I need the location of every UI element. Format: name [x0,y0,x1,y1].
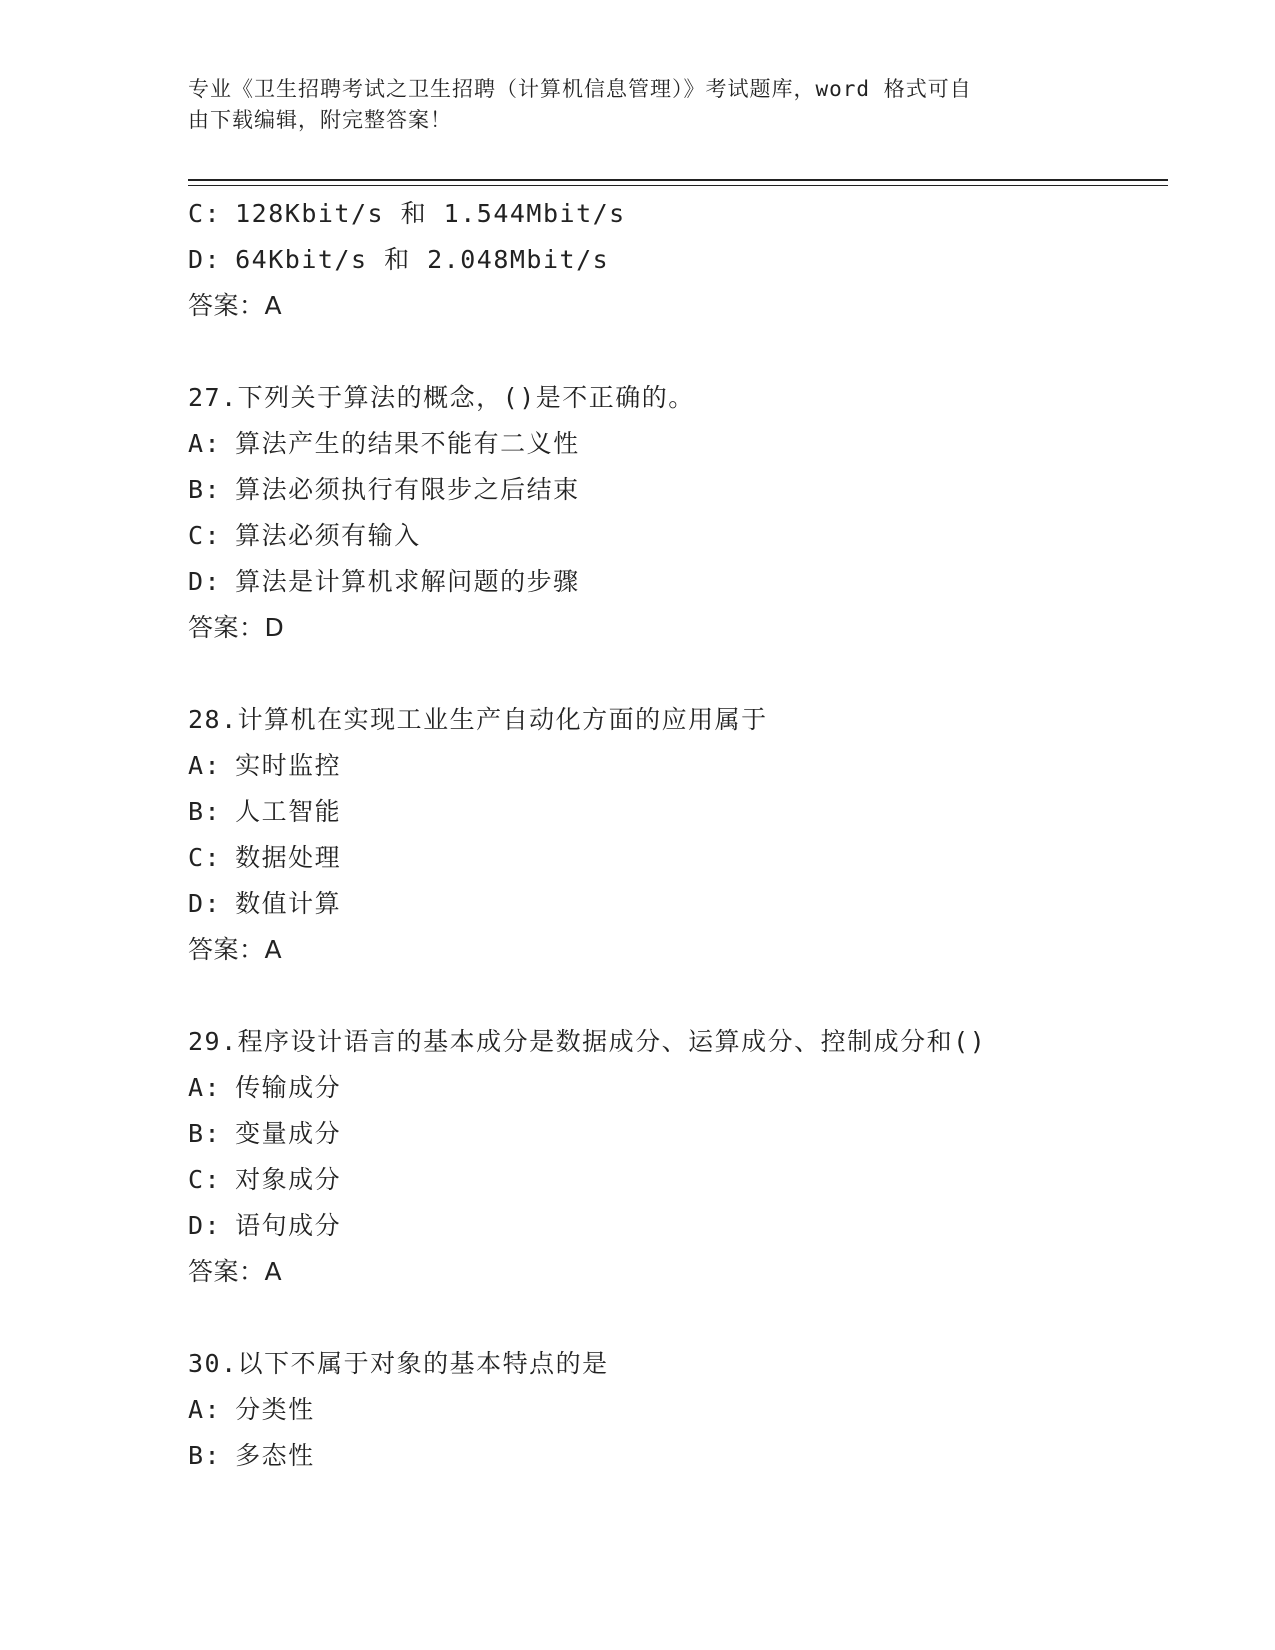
option-a [188,1065,1168,1111]
option-text: 对象成分 [235,1165,342,1194]
question-list [188,191,1168,1479]
option-label: D: [188,889,222,918]
header-line-1: 专业《卫生招聘考试之卫生招聘（计算机信息管理）》考试题库，word 格式可自 [188,77,972,101]
option-b [188,1433,1168,1479]
answer-line: 答案：A [188,935,283,964]
option-text: 64Kbit/s 和 2.048Mbit/s [235,245,610,274]
spacer [188,973,1168,1019]
option-label: D: [188,567,222,596]
header-divider-thick [188,179,1168,181]
option-label: D: [188,1211,222,1240]
option-text: 数值计算 [235,889,342,918]
option-text: 分类性 [235,1395,315,1424]
option-text: 传输成分 [235,1073,342,1102]
option-label: B: [188,1441,222,1470]
question-29 [188,1019,1168,1295]
question-stem: 30.以下不属于对象的基本特点的是 [188,1349,609,1378]
option-a [188,421,1168,467]
option-text: 算法是计算机求解问题的步骤 [235,567,580,596]
option-text: 数据处理 [235,843,342,872]
option-b [188,467,1168,513]
question-30 [188,1341,1168,1479]
option-b [188,1111,1168,1157]
option-text: 人工智能 [235,797,342,826]
option-label: C: [188,521,222,550]
option-label: A: [188,1073,222,1102]
option-text: 算法必须执行有限步之后结束 [235,475,580,504]
option-a [188,743,1168,789]
option-text: 算法必须有输入 [235,521,421,550]
option-label: A: [188,1395,222,1424]
question-27 [188,375,1168,651]
option-label: C: [188,843,222,872]
spacer [188,329,1168,375]
option-c [188,835,1168,881]
option-label: B: [188,475,222,504]
option-c [188,191,1168,237]
option-label: B: [188,1119,222,1148]
option-label: D: [188,245,222,274]
option-label: C: [188,1165,222,1194]
option-label: B: [188,797,222,826]
question-stem: 29.程序设计语言的基本成分是数据成分、运算成分、控制成分和() [188,1027,987,1056]
option-text: 多态性 [235,1441,315,1470]
header-divider-thin [188,185,1168,186]
header-line-2: 由下载编辑，附完整答案！ [188,108,452,132]
question-stem: 27.下列关于算法的概念，()是不正确的。 [188,383,695,412]
option-a [188,1387,1168,1433]
option-label: A: [188,751,222,780]
document-header [188,74,1088,136]
question-28 [188,697,1168,973]
option-c [188,1157,1168,1203]
option-label: A: [188,429,222,458]
option-text: 变量成分 [235,1119,342,1148]
question-stem: 28.计算机在实现工业生产自动化方面的应用属于 [188,705,768,734]
option-label: C: [188,199,222,228]
option-text: 语句成分 [235,1211,342,1240]
option-text: 算法产生的结果不能有二义性 [235,429,580,458]
continued-question [188,191,1168,329]
option-text: 实时监控 [235,751,342,780]
option-c [188,513,1168,559]
answer-line: 答案：A [188,291,283,320]
answer-line: 答案：A [188,1257,283,1286]
answer-line: 答案：D [188,613,285,642]
spacer [188,1295,1168,1341]
spacer [188,651,1168,697]
option-d [188,237,1168,283]
option-d [188,559,1168,605]
option-d [188,881,1168,927]
option-d [188,1203,1168,1249]
option-b [188,789,1168,835]
option-text: 128Kbit/s 和 1.544Mbit/s [235,199,626,228]
